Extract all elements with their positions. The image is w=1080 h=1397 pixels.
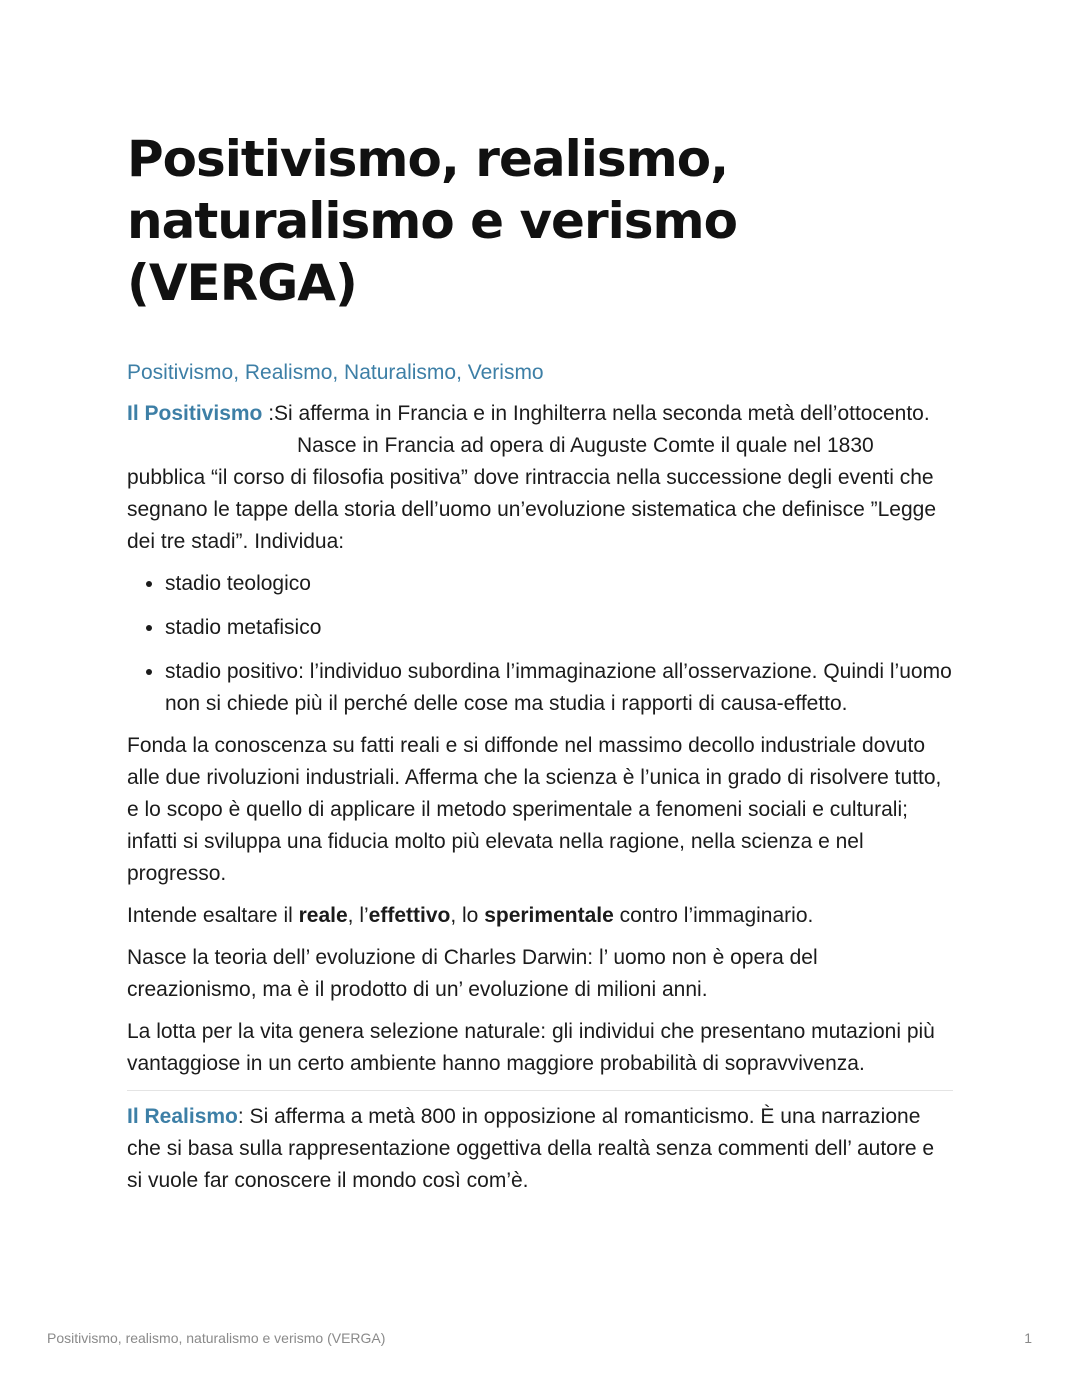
positivismo-intro-b: Nasce in Francia ad opera di Auguste Comte il quale nel 1830 pubblica “il corso di filosofia positiva” dove rintraccia nella successione degli eventi che segnano le tappe della storia dell’uomo un’evoluzione sistematica che definisce ”Legge dei tre stadi”. Individua: bbox=[127, 434, 937, 553]
realismo-heading: Il Realismo bbox=[127, 1105, 238, 1128]
positivismo-intro-a: :Si afferma in Francia e in Inghilterra nella seconda metà dell’ottocento. bbox=[262, 402, 930, 425]
paragraph-lotta: La lotta per la vita genera selezione naturale: gli individui che presentano mutazioni più vantaggiose in un certo ambiente hanno maggiore probabilità di sopravvivenza. bbox=[127, 1020, 935, 1075]
footer-page-number: 1 bbox=[1024, 1330, 1032, 1346]
bold-sperimentale: sperimentale bbox=[484, 904, 614, 927]
list-item: • stadio positivo: l’individuo subordina l’immaginazione all’osservazione. Quindi l’uomo non si chiede più il perché delle cose ma studia i rapporti di causa-effetto. bbox=[165, 656, 953, 720]
footer-document-title: Positivismo, realismo, naturalismo e verismo (VERGA) bbox=[47, 1330, 386, 1346]
document-page bbox=[127, 128, 953, 1197]
positivismo-heading: Il Positivismo bbox=[127, 402, 263, 425]
esaltare-sep2: , lo bbox=[450, 904, 485, 927]
paragraph-esaltare bbox=[127, 900, 953, 932]
page-title: Positivismo, realismo, naturalismo e verismo (VERGA) bbox=[127, 130, 737, 312]
esaltare-prefix: Intende esaltare il bbox=[127, 904, 299, 927]
esaltare-sep1: , l’ bbox=[347, 904, 369, 927]
bold-effettivo: effettivo bbox=[368, 904, 451, 927]
list-item: • stadio teologico bbox=[165, 568, 953, 600]
paragraph-conoscenza: Fonda la conoscenza su fatti reali e si diffonde nel massimo decollo industriale dovuto alle due rivoluzioni industriali. Afferma che la scienza è l’unica in grado di risolvere tutto, e lo scopo è quello di applicare il metodo sperimentale a fenomeni sociali e culturali; infatti si sviluppa una fiducia molto più elevata nella ragione, nella scienza e nel progresso. bbox=[127, 734, 942, 885]
section-divider bbox=[127, 1090, 953, 1091]
list-item: • stadio metafisico bbox=[165, 612, 953, 644]
realismo-paragraph bbox=[127, 1101, 953, 1197]
tags-line[interactable]: Positivismo, Realismo, Naturalismo, Verismo bbox=[127, 361, 544, 384]
realismo-text: : Si afferma a metà 800 in opposizione al romanticismo. È una narrazione che si basa sulla rappresentazione oggettiva della realtà senza commenti dell’ autore e si vuole far conoscere il mondo così com’è. bbox=[127, 1105, 935, 1192]
paragraph-darwin: Nasce la teoria dell’ evoluzione di Charles Darwin: l’ uomo non è opera del creazionismo, ma è il prodotto di un’ evoluzione di milioni anni. bbox=[127, 946, 818, 1001]
esaltare-suffix: contro l’immaginario. bbox=[613, 904, 814, 927]
stadi-list bbox=[127, 568, 953, 720]
bold-reale: reale bbox=[298, 904, 348, 927]
positivismo-intro bbox=[127, 398, 953, 558]
